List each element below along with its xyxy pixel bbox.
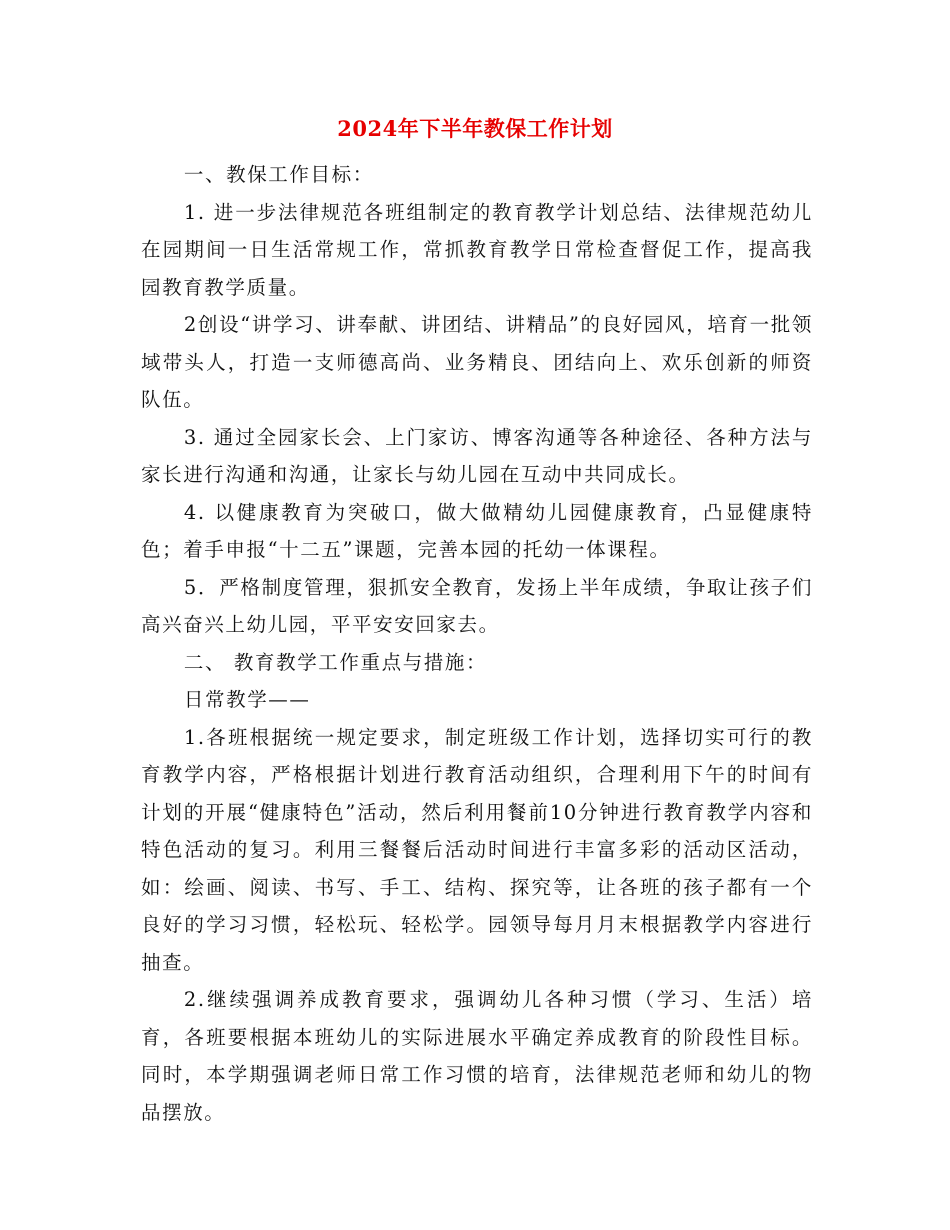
- paragraph-measure-1: 1.各班根据统一规定要求，制定班级工作计划，选择切实可行的教育教学内容，严格根据计划进行教育活动组织，合理利用下午的时间有计划的开展“健康特色”活动，然后利用餐前10分钟进行教育教学内容和特色活动的复习。利用三餐餐后活动时间进行丰富多彩的活动区活动，如：绘画、阅读、书写、手工、结构、探究等，让各班的孩子都有一个良好的学习习惯，轻松玩、轻松学。园领导每月月末根据教学内容进行抽查。: [141, 725, 813, 974]
- section-heading-focus: 二、 教育教学工作重点与措施：: [183, 650, 488, 674]
- paragraph-goal-4: 4. 以健康教育为突破口，做大做精幼儿园健康教育，凸显健康特色；着手申报“十二五”课题，完善本园的托幼一体课程。: [141, 500, 813, 561]
- paragraph-goal-2: 2创设“讲学习、讲奉献、讲团结、讲精品”的良好园风，培育一批领域带头人，打造一支师德高尚、业务精良、团结向上、欢乐创新的师资队伍。: [141, 313, 813, 411]
- paragraph-goal-3: 3. 通过全园家长会、上门家访、博客沟通等各种途径、各种方法与家长进行沟通和沟通，让家长与幼儿园在互动中共同成长。: [141, 425, 813, 486]
- document-body: [141, 156, 813, 1131]
- paragraph-measure-2: 2.继续强调养成教育要求，强调幼儿各种习惯（学习、生活）培育，各班要根据本班幼儿的实际进展水平确定养成教育的阶段性目标。同时，本学期强调老师日常工作习惯的培育，法律规范老师和幼儿的物品摆放。: [141, 988, 813, 1124]
- paragraph-goal-5: 5．严格制度管理，狠抓安全教育，发扬上半年成绩，争取让孩子们高兴奋兴上幼儿园，平平安安回家去。: [141, 575, 813, 636]
- document-title: 2024年下半年教保工作计划: [337, 116, 613, 141]
- subheading-daily-teaching: 日常教学——: [183, 688, 311, 711]
- section-heading-goals: 一、教保工作目标：: [183, 163, 374, 186]
- paragraph-goal-1: 1. 进一步法律规范各班组制定的教育教学计划总结、法律规范幼儿在园期间一日生活常规工作，常抓教育教学日常检查督促工作，提高我园教育教学质量。: [141, 200, 813, 299]
